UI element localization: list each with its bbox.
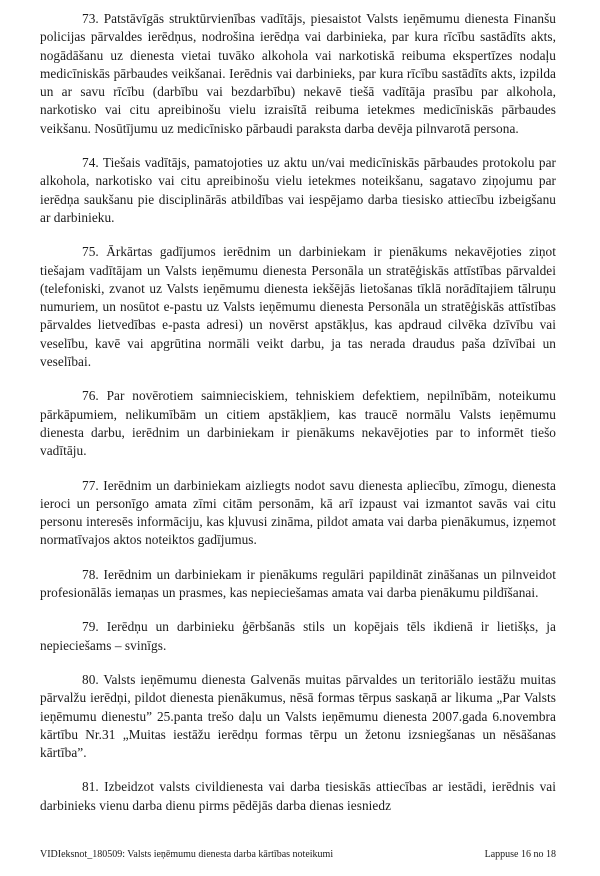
page-footer bbox=[40, 849, 556, 865]
paragraph-79: 79. Ierēdņu un darbinieku ģērbšanās stils un kopējais tēls ikdienā ir lietišķs, ja nepieciešams – svinīgs. bbox=[40, 619, 556, 653]
paragraph-80: 80. Valsts ieņēmumu dienesta Galvenās muitas pārvaldes un teritoriālo iestāžu muitas pārvalžu ierēdņi, pildot dienesta pienākumus, nēsā formas tērpus saskaņā ar likuma „Par Valsts ieņēmumu dienestu” 25.panta trešo daļu un Valsts ieņēmumu dienesta 2007.gada 6.novembra kārtību Nr.31 „Muitas iestāžu ierēdņu formas tērpu un žetonu izsniegšanas un nēsāšanas kārtība”. bbox=[40, 671, 556, 761]
paragraph-76: 76. Par novērotiem saimnieciskiem, tehniskiem defektiem, nepilnībām, noteikumu pārkāpumiem, nelikumībām un citiem apstākļiem, kas traucē normālu Valsts ieņēmumu dienesta darbu, ierēdnim un darbiniekam ir pienākums nekavējoties par to informēt tiešo vadītāju. bbox=[40, 388, 556, 459]
footer-document-id: VIDIeksnot_180509: Valsts ieņēmumu dienesta darba kārtības noteikumi bbox=[40, 849, 334, 860]
paragraph-81: 81. Izbeidzot valsts civildienesta vai darba tiesiskās attiecības ar iestādi, ierēdnis vai darbinieks vienu darba dienu pirms pēdējās darba dienas iesniedz bbox=[40, 779, 556, 813]
page-body bbox=[40, 10, 556, 831]
paragraph-78: 78. Ierēdnim un darbiniekam ir pienākums regulāri papildināt zināšanas un pilnveidot profesionālās iemaņas un prasmes, kas nepieciešamas amata vai darba pienākumu pildīšanai. bbox=[40, 566, 556, 601]
paragraph-75: 75. Ārkārtas gadījumos ierēdnim un darbiniekam ir pienākums nekavējoties ziņot tiešajam vadītājam un Valsts ieņēmumu dienesta Personāla un stratēģiskās attīstības pārvaldei (telefoniski, zvanot uz Valsts ieņēmumu dienesta iekšējās lietošanas tīklā norādītajiem tālruņu numuriem, un nosūtot e-pastu uz Valsts ieņēmumu dienesta Personāla un stratēģiskās attīstības pārvaldes lietvedības e-pasta adresi) un novērst apstākļus, kas apdraud cilvēka dzīvību vai veselību, kavē vai apgrūtina normāli veikt darbu, ja tas nerada draudus paša dzīvībai un veselībai. bbox=[40, 244, 556, 370]
footer-page-number: Lappuse 16 no 18 bbox=[484, 849, 556, 860]
paragraph-74: 74. Tiešais vadītājs, pamatojoties uz aktu un/vai medicīniskās pārbaudes protokolu par alkohola, narkotisko vai citu apreibinošu vielu ietekmes noteikšanu, sagatavo ziņojumu par ierēdņa saukšanu pie disciplinārās atbildības vai iespējamo darba tiesisko attiecību izbeigšanu ar darbinieku. bbox=[40, 155, 556, 225]
paragraph-77: 77. Ierēdnim un darbiniekam aizliegts nodot savu dienesta apliecību, zīmogu, dienesta ieroci un personīgo amata zīmi citām personām, kā arī izpaust vai izmantot savās vai citu personu interesēs informāciju, kas kļuvusi zināma, pildot amata vai darba pienākumus, izņemot normatīvajos aktos noteiktos gadījumus. bbox=[40, 477, 556, 548]
paragraph-73: 73. Patstāvīgās struktūrvienības vadītājs, piesaistot Valsts ieņēmumu dienesta Finanšu policijas pārvaldes ierēdņus, nodrošina ierēdņa vai darbinieka, par kura rīcību sastādīts akts, nogādāšanu uz dienesta vietai tuvāko alkohola vai narkotiskā reibuma ekspertīzes nodaļu medicīniskās pārbaudes veikšanai. Ierēdnis vai darbinieks, par kura rīcību sastādīts akts, izpilda un ar savu rīcību (darbību vai bezdarbību) nekavē tiešā vadītāja prasību par alkohola, narkotisko vai citu apreibinošu vielu izraisītā reibuma ietekmes medicīniskās pārbaudes veikšanu. Nosūtījumu uz medicīnisko pārbaudi paraksta darba devēja pilnvarotā persona. bbox=[40, 11, 556, 136]
